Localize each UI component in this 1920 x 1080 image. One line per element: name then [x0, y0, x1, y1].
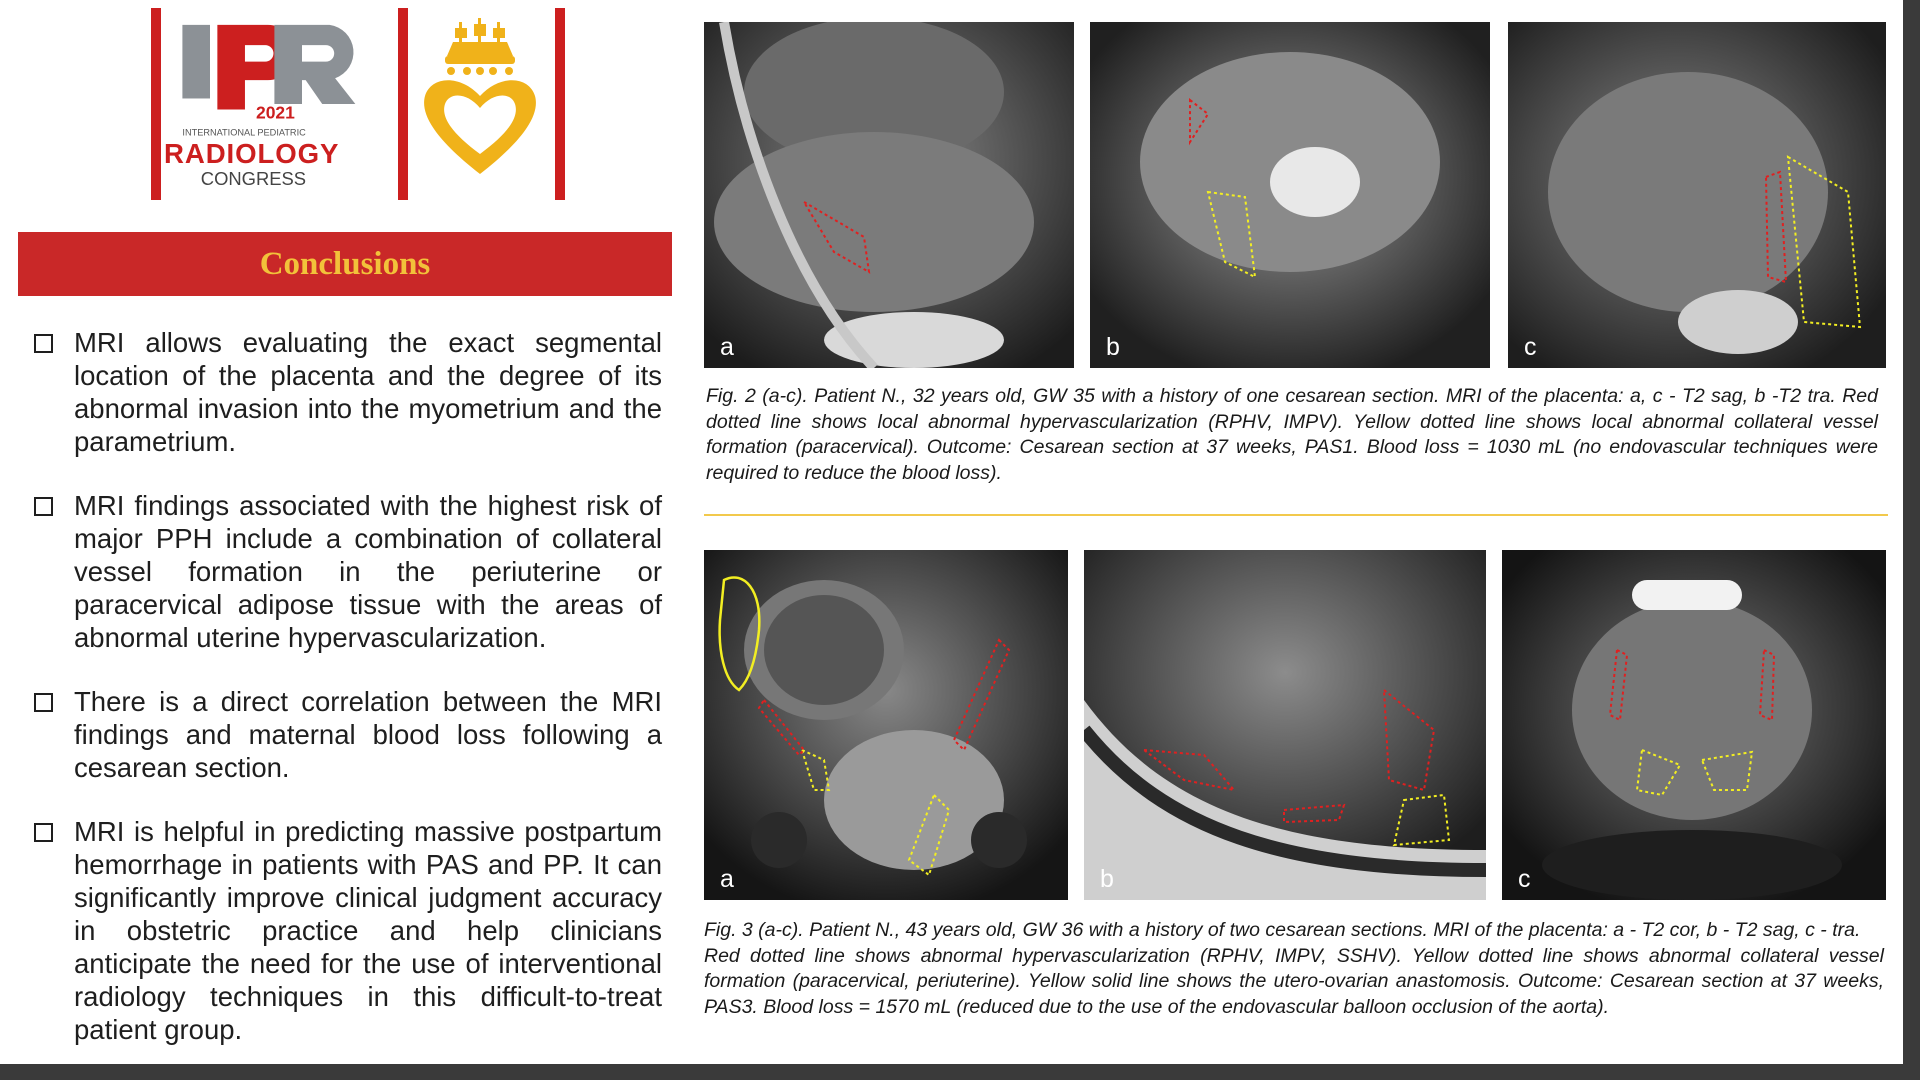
fig3-caption-line1: Fig. 3 (a-c). Patient N., 43 years old, GW 36 with a history of two cesarean sections. MRI of the placenta: a - T2 cor, b - T2 sag, c - tra.	[704, 919, 1861, 941]
logo-left-bar	[151, 8, 161, 200]
fig3-label-c: c	[1518, 865, 1531, 893]
checkbox-bullet-icon	[34, 693, 53, 712]
heart-ship-logo	[415, 14, 545, 184]
logo-line2: RADIOLOGY	[164, 137, 340, 169]
conclusion-item-2: MRI findings associated with the highest risk of major PPH include a combination of collateral vessel formation in the periuterine or paracervical adipose tissue with the areas of abnormal uterine hypervascularization.	[30, 489, 662, 654]
fig2-caption: Fig. 2 (a-c). Patient N., 32 years old, GW 35 with a history of one cesarean section. MRI of the placenta: a, c - T2 sag, b -T2 tra. Red dotted line shows local abnormal hypervascularization (RPHV, IMPV). Yellow dotted line shows local abnormal collateral vessel formation (paracervical). Outcome: Cesarean section at 37 weeks, PAS1. Blood loss = 1030 mL (no endovascular techniques were required to reduce the blood loss).	[706, 385, 1878, 484]
conclusion-item-3: There is a direct correlation between the MRI findings and maternal blood loss following a cesarean section.	[30, 685, 662, 784]
fig2-image-a	[704, 22, 1074, 368]
conclusions-list	[30, 326, 662, 1064]
fig3-image-c	[1502, 550, 1886, 900]
checkbox-bullet-icon	[34, 334, 53, 353]
checkbox-bullet-icon	[34, 823, 53, 842]
figure-separator	[704, 514, 1888, 516]
fig2-image-c	[1508, 22, 1886, 368]
ipr-congress-logo	[164, 8, 394, 200]
fig3-label-a: a	[720, 865, 734, 893]
fig2-label-b: b	[1106, 333, 1120, 361]
conclusion-item-4: MRI is helpful in predicting massive postpartum hemorrhage in patients with PAS and PP. It can significantly improve clinical judgment accuracy in obstetric practice and help clinicians anticipate the need for the use of interventional radiology techniques in this difficult-to-treat patient group.	[30, 815, 662, 1046]
checkbox-bullet-icon	[34, 497, 53, 516]
fig2-image-b	[1090, 22, 1490, 368]
logo-right-bar	[555, 8, 565, 200]
conclusions-header: Conclusions	[18, 232, 672, 296]
fig2-label-c: c	[1524, 333, 1537, 361]
logo-divider-bar	[398, 8, 408, 200]
fig3-caption-line2: Red dotted line shows abnormal hypervascularization (RPHV, IMPV, SSHV). Yellow dotted line shows abnormal collateral vessel formation (paracervical, periuterine). Yellow solid line shows the utero-ovarian anastomosis. Outcome: Cesarean section at 37 weeks, PAS3. Blood loss = 1570 mL (reduced due to the use of the endovascular balloon occlusion of the aorta).	[704, 944, 1884, 1018]
fig2-label-a: a	[720, 333, 734, 361]
logo-line1: INTERNATIONAL PEDIATRIC	[182, 127, 306, 138]
fig3-image-a	[704, 550, 1068, 900]
fig3-caption	[704, 918, 1884, 1020]
logo-year: 2021	[256, 102, 295, 123]
fig3-image-b	[1084, 550, 1486, 900]
fig3-label-b: b	[1100, 865, 1114, 893]
conclusion-item-1: MRI allows evaluating the exact segmental location of the placenta and the degree of its abnormal invasion into the myometrium and the parametrium.	[30, 326, 662, 458]
logo-line3: CONGRESS	[200, 167, 307, 189]
